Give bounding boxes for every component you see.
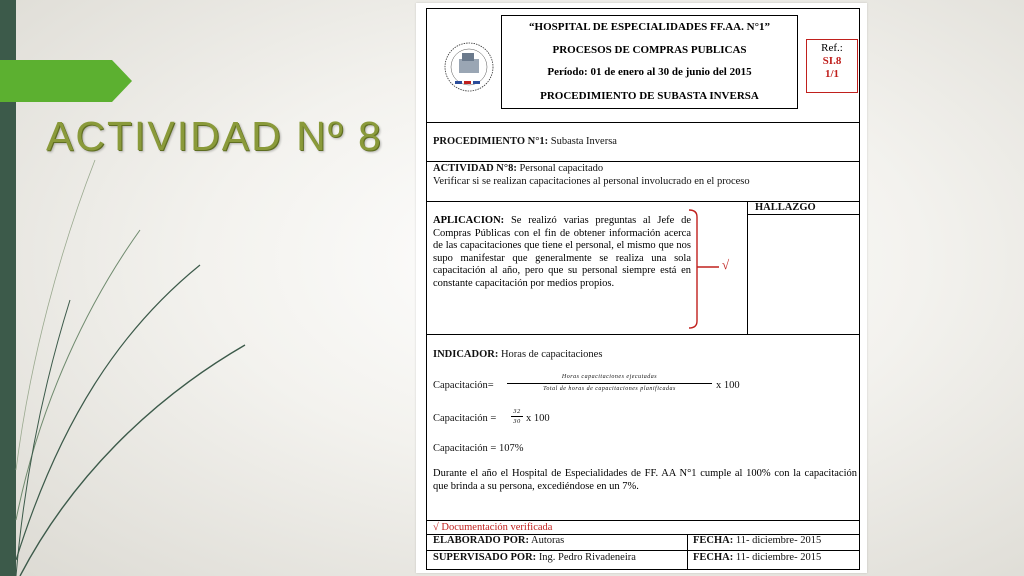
application-paragraph: [433, 215, 691, 291]
procedure-value: Subasta Inversa: [548, 136, 617, 147]
prepared-date-row: [693, 535, 821, 547]
verified-note: √ Documentación verificada: [433, 522, 553, 533]
header-procedure: PROCEDIMIENTO DE SUBASTA INVERSA: [540, 90, 759, 102]
divider: [427, 161, 859, 162]
formula-times100: x 100: [716, 380, 740, 391]
supervised-date-label: FECHA:: [693, 552, 734, 563]
supervised-value: Ing. Pedro Rivadeneira: [536, 552, 636, 563]
activity-label: ACTIVIDAD N°8:: [433, 163, 517, 174]
divider: [427, 122, 859, 123]
green-arrow-bar: [0, 60, 132, 102]
reference-box: [806, 39, 858, 93]
prepared-row: [433, 535, 564, 547]
indicator-value: Horas de capacitaciones: [498, 349, 603, 360]
supervised-label: SUPERVISADO POR:: [433, 552, 537, 563]
supervised-row: [433, 552, 636, 564]
step2-prefix: Capacitación =: [433, 413, 497, 424]
procedure-row: [433, 136, 617, 148]
prepared-label: ELABORADO POR:: [433, 535, 529, 546]
formula-denominator: Total de horas de capacitaciones planificadas: [543, 386, 676, 392]
prepared-value: Autoras: [528, 535, 565, 546]
step2-fraction-bar: [511, 416, 523, 417]
formula-numerator: Horas capacitaciones ejecutadas: [561, 374, 658, 380]
header-process: PROCESOS DE COMPRAS PUBLICAS: [552, 44, 747, 56]
column-divider: [747, 201, 748, 334]
indicator-result: Capacitación = 107%: [433, 443, 524, 454]
indicator-label: INDICADOR:: [433, 349, 499, 360]
check-mark-icon: √: [722, 257, 730, 272]
document-frame: [426, 8, 860, 570]
formula-prefix: Capacitación=: [433, 380, 494, 391]
ref-label: Ref.:: [821, 42, 843, 54]
procedure-label: PROCEDIMIENTO N°1:: [433, 136, 549, 147]
header-hospital-name: “HOSPITAL DE ESPECIALIDADES FF.AA. N°1”: [529, 21, 770, 33]
header-period: Período: 01 de enero al 30 de junio del 2015: [547, 66, 752, 78]
slide-title: ACTIVIDAD Nº 8: [46, 113, 383, 159]
ref-page: 1/1: [824, 68, 840, 80]
footer-column-divider: [687, 534, 688, 569]
step2-denominator: 30: [513, 418, 521, 425]
prepared-date-value: 11- diciembre- 2015: [733, 535, 822, 546]
step2-numerator: 32: [513, 408, 521, 415]
finding-header-divider: [747, 214, 859, 215]
prepared-date-label: FECHA:: [693, 535, 734, 546]
application-label: APLICACION:: [433, 215, 505, 226]
fraction-bar: [507, 383, 712, 384]
indicator-conclusion: Durante el año el Hospital de Especialidades de FF. AA N°1 cumple al 100% con la capacitación que brinda a su persona, excediéndose en un 7%.: [433, 468, 857, 492]
activity-description: Verificar si se realizan capacitaciones al personal involucrado en el proceso: [433, 176, 750, 187]
step2-suffix: x 100: [526, 413, 550, 424]
finding-label: HALLAZGO: [755, 202, 816, 213]
supervised-date-row: [693, 552, 821, 564]
divider: [427, 550, 859, 551]
audit-document: [416, 3, 867, 573]
indicator-row: [433, 349, 602, 361]
hospital-logo-icon: [439, 39, 499, 95]
supervised-date-value: 11- diciembre- 2015: [733, 552, 822, 563]
divider: [427, 520, 859, 521]
activity-value: Personal capacitado: [516, 163, 604, 174]
application-text: Se realizó varias preguntas al Jefe de Compras Públicas con el fin de obtener información acerca de las capacitaciones que tiene el personal, el mismo que nos supo manifestar que generalmente se realiza una sola capacitación al año, pero que su personal siempre está en constante capacitación por medios propios.: [433, 215, 691, 289]
ref-code: SI.8: [822, 55, 842, 67]
activity-row: [433, 163, 603, 175]
red-bracket-annotation: [679, 207, 739, 331]
header-box: [501, 15, 798, 109]
divider: [427, 334, 859, 335]
